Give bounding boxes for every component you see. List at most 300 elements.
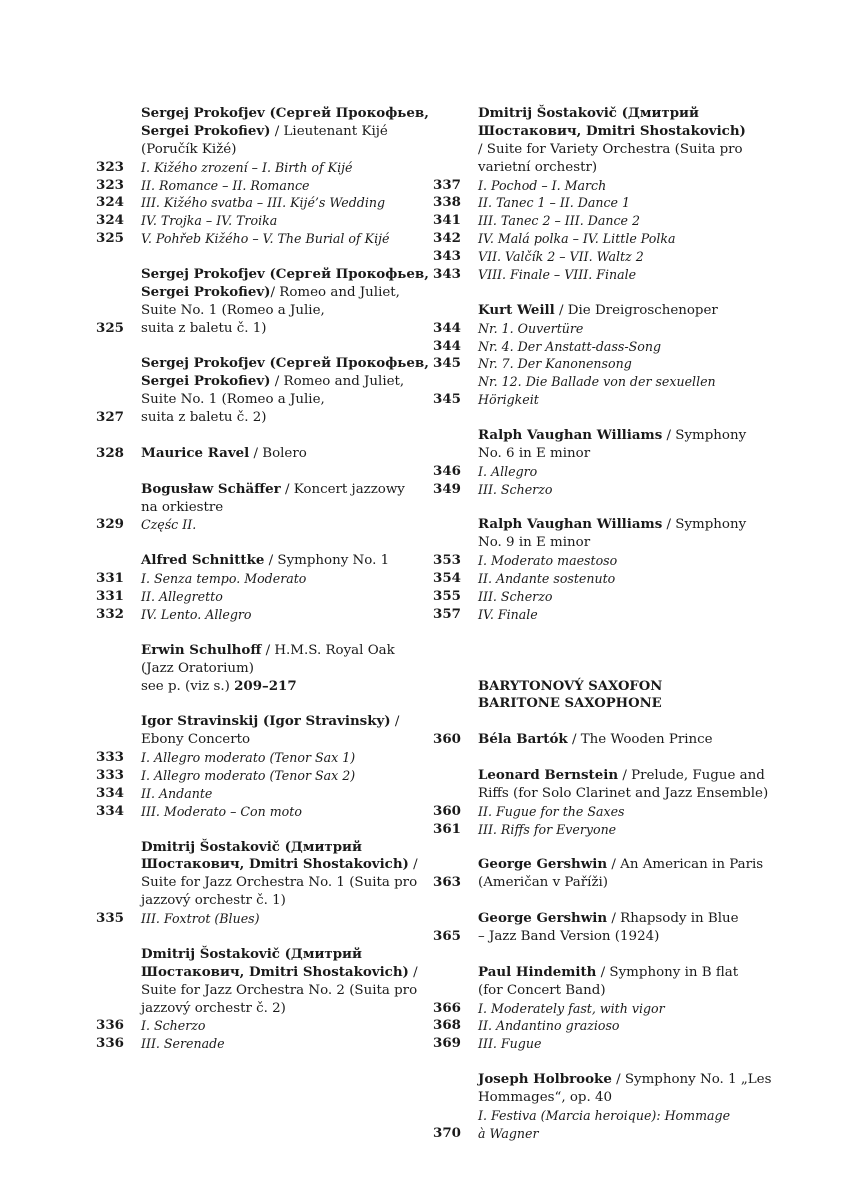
work-title-text: Riffs (for Solo Clarinet and Jazz Ensemble) (478, 785, 769, 801)
page-number (433, 1107, 478, 1125)
index-entry (433, 678, 763, 714)
page-number (433, 516, 478, 534)
page-number (433, 105, 478, 123)
entry-line (96, 284, 426, 302)
entry-text (141, 123, 426, 141)
page-number: 323 (96, 176, 124, 193)
work-title-text: II. Fugue for the Saxes (478, 803, 625, 819)
movement-line (96, 212, 426, 230)
work-title-text: I. Senza tempo. Moderato (141, 571, 307, 587)
page-number (96, 856, 141, 874)
work-title-text: suita z baletu č. 1) (141, 320, 267, 336)
page-number: 370 (433, 1124, 461, 1141)
work-title-text: I. Allegro moderato (Tenor Sax 1) (141, 750, 356, 766)
page-number: 324 (96, 212, 124, 229)
page-number (96, 123, 141, 141)
work-title-text: II. Allegretto (141, 589, 223, 605)
work-title-text: I. Allegro moderato (Tenor Sax 2) (141, 767, 356, 783)
entry-text (478, 552, 763, 570)
index-entry (96, 642, 426, 696)
entry-text (478, 159, 763, 177)
entry-line (433, 427, 763, 445)
entry-line (96, 552, 426, 570)
page-number: 334 (96, 802, 124, 819)
entry-spacer (96, 248, 426, 266)
index-entry (96, 445, 426, 463)
composer-name: Sergei Prokofiev) (141, 373, 271, 390)
entry-text (141, 660, 426, 678)
entry-text (478, 338, 763, 356)
entry-text (141, 874, 426, 892)
work-title-text: III. Scherzo (478, 589, 553, 605)
page-number (96, 964, 141, 982)
work-title-text: Ebony Concerto (141, 732, 251, 748)
entry-text (478, 141, 763, 159)
entry-line (433, 731, 763, 749)
entry-line (433, 141, 763, 159)
work-title-text: Nr. 4. Der Anstatt-dass-Song (478, 338, 662, 354)
page-number (96, 355, 141, 373)
page-number (433, 141, 478, 159)
composer-name: Dmitrij Šostakovič (Дмитрий (141, 838, 362, 855)
entry-text (478, 1107, 763, 1125)
page-number: 324 (96, 194, 124, 211)
entry-line (433, 302, 763, 320)
entry-text (141, 320, 426, 338)
entry-spacer (433, 409, 763, 427)
entry-spacer (433, 839, 763, 857)
page-number (96, 552, 141, 570)
entry-text (478, 678, 763, 696)
entry-line (433, 856, 763, 874)
work-title-text: IV. Malá polka – IV. Little Polka (478, 231, 676, 247)
work-title-text: I. Moderately fast, with vigor (478, 1000, 665, 1016)
page-number (433, 427, 478, 445)
entry-line (96, 302, 426, 320)
section-heading (433, 678, 763, 696)
entry-line (96, 946, 426, 964)
entry-line (433, 159, 763, 177)
entry-text (141, 678, 426, 696)
page-number (96, 660, 141, 678)
entry-line (433, 982, 763, 1000)
entry-text (478, 320, 763, 338)
entry-text (141, 606, 426, 624)
work-title-text: / H.M.S. Royal Oak (261, 642, 395, 658)
entry-text (478, 767, 765, 785)
composer-name: Béla Bartók (478, 731, 568, 748)
movement-line (433, 320, 763, 338)
movement-line (96, 910, 426, 928)
composer-name: Ralph Vaughan Williams (478, 516, 663, 533)
work-title-text: I. Moderato maestoso (478, 553, 618, 569)
entry-line (96, 660, 426, 678)
work-title-text: see p. (viz s.) (141, 678, 235, 694)
page-number: 345 (433, 391, 461, 408)
entry-text (478, 266, 763, 284)
entry-text (141, 982, 426, 1000)
entry-line (433, 1071, 772, 1089)
entry-text (141, 839, 426, 857)
entry-line (433, 534, 763, 552)
page-number (96, 874, 141, 892)
movement-line (433, 463, 763, 481)
page-number: 331 (96, 570, 124, 587)
work-title-text: varietní orchestr) (478, 159, 598, 175)
page-number: 357 (433, 605, 461, 622)
index-entry (96, 481, 426, 535)
page-number: 369 (433, 1035, 461, 1052)
page-number (433, 856, 478, 874)
page-number: 323 (96, 158, 124, 175)
entry-text (141, 177, 426, 195)
index-entry (96, 839, 426, 928)
movement-line (96, 606, 426, 624)
entry-line (96, 123, 426, 141)
work-title-text: Suite for Jazz Orchestra No. 2 (Suita pro (141, 982, 418, 998)
work-title-text: / Symphony (662, 517, 747, 533)
page-number (433, 767, 478, 785)
entry-spacer (433, 642, 763, 660)
entry-line (96, 373, 426, 391)
page-number (96, 713, 141, 731)
movement-line (96, 177, 426, 195)
movement-line (433, 552, 763, 570)
entry-text (478, 355, 763, 373)
index-entry (433, 964, 763, 1053)
composer-name: Sergei Prokofiev) (141, 122, 271, 139)
work-title-text: – Jazz Band Version (1924) (478, 928, 660, 944)
movement-line (433, 266, 763, 284)
entry-text (141, 767, 426, 785)
entry-line (96, 481, 426, 499)
index-entry (433, 516, 763, 623)
movement-line (433, 1107, 763, 1125)
entry-line (96, 266, 429, 284)
entry-line (96, 320, 426, 338)
index-entry (433, 910, 763, 946)
composer-name: Sergej Prokofjev (Сергей Прокофьев, (141, 266, 429, 283)
movement-line (96, 588, 426, 606)
work-title-text: I. Kižého zrození – I. Birth of Kijé (141, 159, 353, 175)
index-entry (96, 552, 426, 624)
entry-text (478, 302, 763, 320)
work-title-text: / (408, 964, 418, 980)
work-title-text: (Poručík Kižé) (141, 141, 237, 157)
entry-text (141, 731, 426, 749)
page-number: 325 (96, 230, 124, 247)
entry-text (478, 1071, 771, 1089)
entry-text (141, 159, 426, 177)
entry-line (96, 964, 426, 982)
index-entry (433, 856, 763, 892)
page-number (433, 445, 478, 463)
composer-name: Alfred Schnittke (141, 552, 265, 569)
page-number: 360 (433, 802, 461, 819)
movement-line (96, 1017, 426, 1035)
movement-line (433, 1035, 763, 1053)
entry-text (478, 516, 763, 534)
index-entry (433, 302, 763, 409)
page-number: 333 (96, 749, 124, 766)
composer-name: Maurice Ravel (141, 444, 250, 461)
entry-spacer (433, 892, 763, 910)
entry-text (478, 1017, 763, 1035)
entry-text (478, 785, 768, 803)
entry-spacer (433, 499, 763, 517)
entry-text (478, 427, 763, 445)
entry-line (96, 355, 429, 373)
page-number (433, 910, 478, 928)
entry-text (478, 212, 763, 230)
entry-spacer (433, 713, 763, 731)
entry-line (433, 928, 763, 946)
work-title-text: / The Wooden Prince (567, 732, 713, 748)
movement-line (433, 481, 763, 499)
entry-text (478, 928, 763, 946)
work-title-text: / Prelude, Fugue and (618, 767, 765, 783)
work-title-text: Suite No. 1 (Romeo a Julie, (141, 302, 325, 318)
entry-text (141, 355, 429, 373)
entry-text (141, 516, 426, 534)
index-entry (96, 266, 429, 338)
index-entry (433, 1071, 772, 1143)
entry-line (433, 874, 763, 892)
entry-text (478, 105, 763, 123)
entry-spacer (96, 534, 426, 552)
page-number: 327 (96, 409, 124, 426)
composer-name: George Gershwin (478, 910, 608, 927)
work-title-text: Suite No. 1 (Romeo a Julie, (141, 392, 325, 408)
composer-name: Kurt Weill (478, 301, 555, 318)
entry-line (96, 982, 426, 1000)
work-title-text: (Jazz Oratorium) (141, 660, 254, 676)
entry-text (141, 284, 426, 302)
entry-text (141, 570, 426, 588)
page-number: 345 (433, 355, 461, 372)
page-number (96, 946, 141, 964)
index-entry (433, 427, 763, 499)
page-number: 336 (96, 1035, 124, 1052)
entry-text (141, 391, 426, 409)
work-title-text: VII. Valčík 2 – VII. Waltz 2 (478, 249, 644, 265)
entry-text (478, 588, 763, 606)
work-title-text: III. Kižého svatba – III. Kijé’s Wedding (141, 195, 386, 211)
work-title-text: Nr. 1. Ouvertüre (478, 320, 584, 336)
work-title-text: / (408, 857, 418, 873)
work-title-text: / Bolero (249, 445, 307, 461)
entry-text (141, 212, 426, 230)
page-number (433, 695, 478, 713)
work-title-text: / Symphony No. 1 „Les (611, 1072, 772, 1088)
movement-line (433, 230, 763, 248)
entry-line (96, 105, 429, 123)
composer-name: Шостакович, Dmitri Shostakovich) (141, 856, 409, 873)
entry-text (478, 856, 763, 874)
page-number (433, 159, 478, 177)
page-number: 341 (433, 212, 461, 229)
page-number: 333 (96, 766, 124, 783)
entry-text (478, 248, 763, 266)
work-title-text: II. Romance – II. Romance (141, 177, 310, 193)
entry-line (96, 874, 426, 892)
work-title-text: / Romeo and Juliet, (270, 374, 405, 390)
page-number: 344 (433, 337, 461, 354)
page-number (433, 1071, 478, 1089)
entry-text (141, 481, 426, 499)
work-title-text: Suite for Jazz Orchestra No. 1 (Suita pro (141, 875, 418, 891)
movement-line (433, 821, 763, 839)
entry-text (478, 123, 763, 141)
movement-line (433, 803, 763, 821)
work-title-text: Hommages“, op. 40 (478, 1089, 613, 1105)
page-number (433, 785, 478, 803)
entry-line (433, 1089, 763, 1107)
page-number: 325 (96, 319, 124, 336)
work-title-text: / Symphony in B flat (596, 964, 739, 980)
page-number: 365 (433, 927, 461, 944)
entry-text (478, 964, 763, 982)
page-number (433, 373, 478, 391)
entry-text (141, 499, 426, 517)
entry-text (141, 749, 426, 767)
entry-line (96, 678, 426, 696)
entry-line (433, 516, 763, 534)
page-number: 360 (433, 731, 461, 748)
work-title-text: IV. Trojka – IV. Troika (141, 213, 278, 229)
entry-text (478, 874, 763, 892)
page-number: 361 (433, 820, 461, 837)
page-number (96, 284, 141, 302)
work-title-text: Nr. 7. Der Kanonensong (478, 356, 632, 372)
work-title-text: jazzový orchestr č. 1) (141, 893, 286, 909)
work-title-text: III. Fugue (478, 1036, 542, 1052)
composer-name: Paul Hindemith (478, 963, 597, 980)
entry-text (141, 946, 426, 964)
entry-line (96, 391, 426, 409)
work-title-text: III. Foxtrot (Blues) (141, 911, 260, 927)
work-title-text: / Symphony (662, 428, 747, 444)
work-title-text: / An American in Paris (607, 857, 764, 873)
entry-text (478, 982, 763, 1000)
page-number: 344 (433, 319, 461, 336)
entry-text (478, 910, 763, 928)
entry-text (141, 785, 426, 803)
entry-spacer (433, 946, 763, 964)
page-number: 368 (433, 1017, 461, 1034)
work-title-text: II. Andante sostenuto (478, 571, 616, 587)
entry-text (478, 1035, 763, 1053)
index-entry (433, 766, 769, 839)
work-title-text: I. Scherzo (141, 1018, 206, 1034)
page-number (96, 731, 141, 749)
work-title-text: III. Scherzo (478, 481, 553, 497)
page-number: 343 (433, 248, 461, 265)
entry-text (478, 606, 763, 624)
entry-spacer (96, 624, 426, 642)
entry-spacer (96, 695, 426, 713)
movement-line (96, 159, 426, 177)
page-number (96, 892, 141, 910)
page-number (96, 982, 141, 1000)
entry-text (478, 481, 763, 499)
movement-line (433, 355, 763, 373)
index-entry (96, 713, 426, 820)
work-title-text: jazzový orchestr č. 2) (141, 1000, 286, 1016)
movement-line (433, 373, 763, 391)
page-number (433, 678, 478, 696)
entry-spacer (433, 749, 763, 767)
work-title-text: No. 6 in E minor (478, 445, 591, 461)
entry-text (478, 570, 763, 588)
page-number: 366 (433, 999, 461, 1016)
page-number (96, 105, 141, 123)
work-title-text: suita z baletu č. 2) (141, 410, 267, 426)
entry-text (141, 910, 426, 928)
movement-line (96, 516, 426, 534)
composer-name: Leonard Bernstein (478, 766, 619, 783)
page-number (96, 642, 141, 660)
composer-name: Шостакович, Dmitri Shostakovich) (478, 122, 746, 139)
entry-spacer (433, 1053, 763, 1071)
work-title-text: II. Andantino grazioso (478, 1018, 620, 1034)
page-number: 334 (96, 784, 124, 801)
entry-line (96, 409, 426, 427)
page-number: 363 (433, 874, 461, 891)
entry-text (141, 105, 429, 123)
work-title-text: / Symphony No. 1 (264, 553, 390, 569)
composer-name: Igor Stravinskij (Igor Stravinsky) (141, 713, 391, 730)
movement-line (433, 391, 763, 409)
page-number (433, 302, 478, 320)
entry-text (141, 803, 426, 821)
work-title-text: VIII. Finale – VIII. Finale (478, 267, 637, 283)
entry-line (96, 731, 426, 749)
work-title-text: V. Pohřeb Kižého – V. The Burial of Kijé (141, 231, 390, 247)
page-number: 335 (96, 910, 124, 927)
movement-line (96, 230, 426, 248)
page-number: 332 (96, 605, 124, 622)
movement-line (433, 212, 763, 230)
work-title-text: na orkiestre (141, 499, 224, 515)
entry-spacer (96, 928, 426, 946)
composer-name: Erwin Schulhoff (141, 641, 262, 658)
work-title-text: (Američan v Paříži) (478, 875, 609, 891)
index-entry (433, 105, 763, 284)
entry-text (141, 302, 426, 320)
page-number (433, 1089, 478, 1107)
movement-line (96, 767, 426, 785)
entry-line (96, 445, 426, 463)
entry-line (433, 785, 769, 803)
entry-line (433, 123, 763, 141)
entry-text (478, 821, 763, 839)
work-title-text: / Die Dreigroschenoper (554, 302, 718, 318)
section-heading (433, 695, 763, 713)
movement-line (433, 588, 763, 606)
composer-name: Sergej Prokofjev (Сергей Прокофьев, (141, 355, 429, 372)
entry-text (478, 194, 763, 212)
page-number: 338 (433, 194, 461, 211)
entry-text (478, 391, 763, 409)
entry-line (96, 713, 426, 731)
page-number (433, 123, 478, 141)
composer-name: Шостакович, Dmitri Shostakovich) (141, 963, 409, 980)
work-title-text: Nr. 12. Die Ballade von der sexuellen (478, 374, 716, 390)
entry-spacer (96, 821, 426, 839)
entry-text (141, 141, 426, 159)
entry-spacer (96, 338, 426, 356)
